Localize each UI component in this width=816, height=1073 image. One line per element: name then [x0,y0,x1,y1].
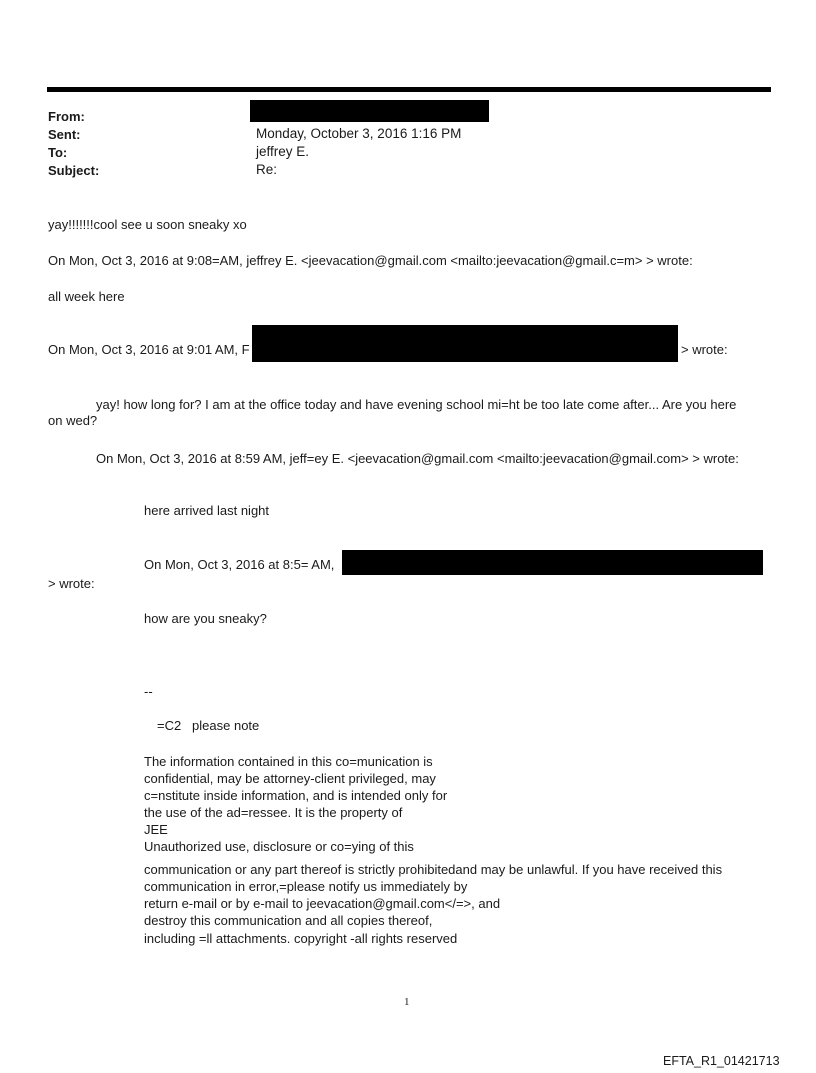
quote-header-1: On Mon, Oct 3, 2016 at 9:08=AM, jeffrey E. <jeevacation@gmail.com <mailto:jeevacation@gmail.c=m> > wrote: [48,253,693,268]
from-label: From: [48,109,85,124]
subject-value: Re: [256,162,278,177]
quoted-text-1: yay! how long for? I am at the office today and have evening school mi=ht be too late come after... Are you here [96,397,737,412]
page-number: 1 [404,996,410,1008]
sent-label: Sent: [48,127,81,142]
disclaimer-line: JEE [144,822,168,837]
quote-header-2-end: > wrote: [681,342,728,357]
disclaimer-line: destroy this communication and all copies thereof, [144,913,433,928]
quote-header-4: On Mon, Oct 3, 2016 at 8:5= AM, [144,557,335,572]
sent-value: Monday, October 3, 2016 1:16 PM [256,126,462,141]
reply-text: yay!!!!!!!cool see u soon sneaky xo [48,217,247,232]
signature-dashes: -- [144,684,153,699]
quote-header-2: On Mon, Oct 3, 2016 at 9:01 AM, F [48,342,250,357]
signature-note: =C2 please note [157,718,260,733]
quoted-text-1-cont: on wed? [48,413,98,428]
redaction-sender-1 [252,325,678,362]
disclaimer-line: Unauthorized use, disclosure or co=ying of this [144,839,414,854]
disclaimer-line: the use of the ad=ressee. It is the property of [144,805,403,820]
disclaimer-line: c=nstitute inside information, and is intended only for [144,788,448,803]
top-rule [47,87,771,92]
disclaimer-line: confidential, may be attorney-client privileged, may [144,771,436,786]
disclaimer-line: The information contained in this co=munication is [144,754,433,769]
quote-header-3: On Mon, Oct 3, 2016 at 8:59 AM, jeff=ey E. <jeevacation@gmail.com <mailto:jeevacation@gmail.com> > wrote: [96,451,739,466]
disclaimer-line: including =ll attachments. copyright -all rights reserved [144,931,458,946]
reply-text-2: all week here [48,289,125,304]
to-label: To: [48,145,68,160]
quoted-text-2: here arrived last night [144,503,270,518]
disclaimer-line: communication in error,=please notify us immediately by [144,879,468,894]
quote-header-4-end: > wrote: [48,576,95,591]
disclaimer-line: return e-mail or by e-mail to jeevacation@gmail.com</=>, and [144,896,501,911]
redaction-from [250,100,489,122]
quoted-text-3: how are you sneaky? [144,611,267,626]
subject-label: Subject: [48,163,100,178]
document-id: EFTA_R1_01421713 [663,1054,780,1068]
to-value: jeffrey E. [256,144,310,159]
disclaimer-line: communication or any part thereof is strictly prohibitedand may be unlawful. If you have received this [144,862,723,877]
redaction-sender-2 [342,550,763,575]
